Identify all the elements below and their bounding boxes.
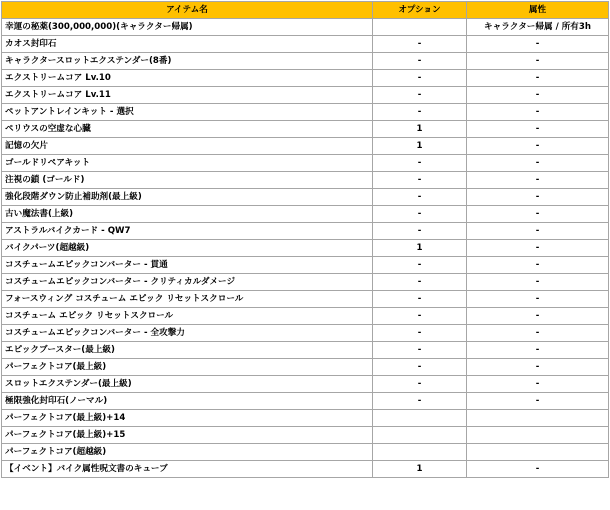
option-cell: - [373,53,467,70]
table-row [2,240,609,257]
table-row [2,410,609,427]
option-cell: - [373,104,467,121]
item-name-cell: エピックブースター(最上級) [2,342,373,359]
item-name-cell: パーフェクトコア(最上級)+15 [2,427,373,444]
item-name-cell: アストラルバイクカード - QW7 [2,223,373,240]
table-row [2,376,609,393]
table-row [2,359,609,376]
option-cell: - [373,87,467,104]
attribute-cell [467,444,609,461]
attribute-cell: - [467,359,609,376]
option-cell: 1 [373,240,467,257]
table-row [2,138,609,155]
attribute-cell: - [467,461,609,478]
table-row [2,444,609,461]
attribute-cell: - [467,223,609,240]
table-row [2,19,609,36]
attribute-cell: - [467,155,609,172]
item-name-cell: エクストリームコア Lv.11 [2,87,373,104]
table-row [2,53,609,70]
table-row [2,427,609,444]
item-name-cell: 記憶の欠片 [2,138,373,155]
option-cell: - [373,291,467,308]
item-name-cell: フォースウィング コスチューム エピック リセットスクロール [2,291,373,308]
item-name-cell: 極限強化封印石(ノーマル) [2,393,373,410]
table-row [2,223,609,240]
item-name-cell: パーフェクトコア(最上級)+14 [2,410,373,427]
attribute-cell: - [467,53,609,70]
attribute-cell: - [467,393,609,410]
option-cell: 1 [373,461,467,478]
option-cell: - [373,393,467,410]
option-cell: 1 [373,138,467,155]
column-header-attribute: 属性 [467,2,609,19]
attribute-cell: - [467,342,609,359]
column-header-item-name: アイテム名 [2,2,373,19]
item-name-cell: バイクパーツ(超越級) [2,240,373,257]
item-name-cell: 古い魔法書(上級) [2,206,373,223]
attribute-cell: - [467,206,609,223]
attribute-cell: - [467,189,609,206]
attribute-cell: - [467,70,609,87]
option-cell: - [373,189,467,206]
attribute-cell: - [467,376,609,393]
item-name-cell: パーフェクトコア(超越級) [2,444,373,461]
item-table [1,1,609,478]
attribute-cell: キャラクター帰属 / 所有3h [467,19,609,36]
item-name-cell: コスチュームエピックコンバーター - 全攻撃力 [2,325,373,342]
item-name-cell: エクストリームコア Lv.10 [2,70,373,87]
option-cell: - [373,172,467,189]
item-name-cell: コスチュームエピックコンバーター - 貫通 [2,257,373,274]
item-name-cell: 【イベント】バイク属性呪文書のキューブ [2,461,373,478]
attribute-cell: - [467,36,609,53]
attribute-cell: - [467,291,609,308]
attribute-cell: - [467,274,609,291]
table-row [2,155,609,172]
item-name-cell: ペットアントレインキット - 選択 [2,104,373,121]
table-row [2,393,609,410]
option-cell: - [373,274,467,291]
option-cell [373,410,467,427]
attribute-cell: - [467,121,609,138]
option-cell [373,427,467,444]
column-header-option: オプション [373,2,467,19]
item-name-cell: ゴールドリペアキット [2,155,373,172]
header-row [2,2,609,19]
attribute-cell: - [467,308,609,325]
item-name-cell: ペリウスの空虚な心臓 [2,121,373,138]
table-row [2,308,609,325]
table-row [2,87,609,104]
item-name-cell: コスチュームエピックコンバーター - クリティカルダメージ [2,274,373,291]
table-row [2,121,609,138]
table-row [2,36,609,53]
option-cell: - [373,376,467,393]
item-name-cell: スロットエクステンダー(最上級) [2,376,373,393]
option-cell: - [373,359,467,376]
table-row [2,189,609,206]
option-cell: - [373,223,467,240]
attribute-cell: - [467,257,609,274]
table-row [2,291,609,308]
attribute-cell: - [467,240,609,257]
attribute-cell: - [467,138,609,155]
option-cell: - [373,206,467,223]
option-cell: - [373,308,467,325]
option-cell: - [373,155,467,172]
item-name-cell: 強化段階ダウン防止補助剤(最上級) [2,189,373,206]
attribute-cell: - [467,104,609,121]
option-cell: - [373,342,467,359]
item-name-cell: カオス封印石 [2,36,373,53]
item-name-cell: 幸運の秘薬(300,000,000)(キャラクター帰属) [2,19,373,36]
attribute-cell: - [467,325,609,342]
item-name-cell: コスチューム エピック リセットスクロール [2,308,373,325]
table-row [2,461,609,478]
item-name-cell: 注視の鎖 (ゴールド) [2,172,373,189]
table-row [2,274,609,291]
option-cell: - [373,36,467,53]
option-cell: 1 [373,121,467,138]
table-row [2,206,609,223]
attribute-cell: - [467,87,609,104]
option-cell [373,444,467,461]
option-cell: - [373,257,467,274]
option-cell [373,19,467,36]
table-row [2,104,609,121]
item-name-cell: パーフェクトコア(最上級) [2,359,373,376]
option-cell: - [373,70,467,87]
attribute-cell [467,427,609,444]
table-row [2,172,609,189]
table-row [2,325,609,342]
table-row [2,257,609,274]
attribute-cell: - [467,172,609,189]
option-cell: - [373,325,467,342]
table-row [2,342,609,359]
table-row [2,70,609,87]
item-name-cell: キャラクタースロットエクステンダー(8番) [2,53,373,70]
attribute-cell [467,410,609,427]
